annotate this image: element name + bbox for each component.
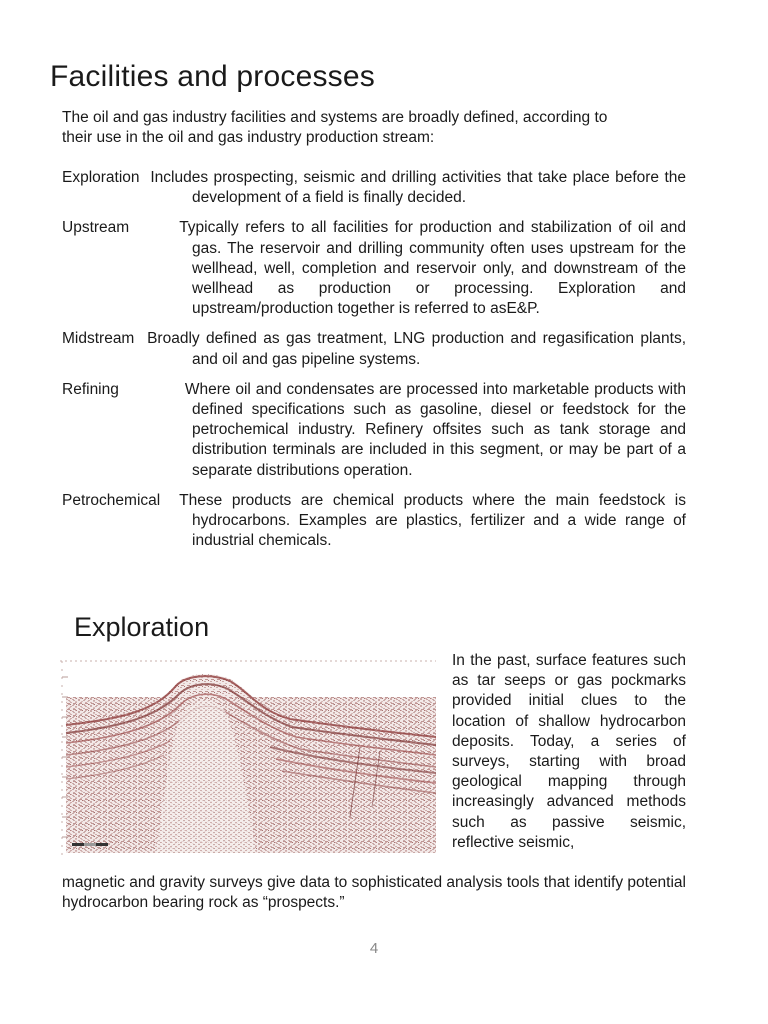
seismic-section-image	[60, 657, 436, 857]
definition-term: Refining	[62, 380, 119, 398]
page-title: Facilities and processes	[50, 60, 375, 93]
page-number: 4	[369, 940, 379, 957]
definition-midstream	[62, 329, 686, 369]
definition-text: Broadly defined as gas treatment, LNG production and regasification plants, and oil and gas pipeline systems.	[147, 330, 686, 368]
definition-exploration	[62, 168, 686, 208]
definition-term: Upstream	[62, 219, 130, 237]
exploration-paragraph-continued: magnetic and gravity surveys give data to sophisticated analysis tools that identify potential hydrocarbon bearing rock as “prospects.”	[62, 874, 686, 912]
definition-term: Petrochemical	[62, 491, 161, 509]
definition-petrochemical	[62, 491, 686, 552]
section-heading-exploration: Exploration	[74, 612, 210, 642]
definition-list	[62, 168, 686, 561]
exploration-paragraph-side: In the past, surface features such as tar seeps or gas pockmarks provided initial clues to the location of shallow hydrocarbon deposits. Today, a series of surveys, starting with broad geological mapping through increasingly advanced methods such as passive seismic, reflective seismic,	[452, 652, 686, 851]
definition-text: Typically refers to all facilities for production and stabilization of oil and gas. The reservoir and drilling community often uses upstream for the wellhead, well, completion and reservoir only, and downstream of the wellhead as production or processing. Exploration and upstream/production together is referred to asE&P.	[179, 219, 686, 318]
definition-term: Midstream	[62, 330, 135, 348]
definition-refining	[62, 380, 686, 481]
definition-text: Includes prospecting, seismic and drilling activities that take place before the development of a field is finally decided.	[150, 169, 686, 207]
intro-paragraph: The oil and gas industry facilities and systems are broadly defined, according to their use in the oil and gas industry production stream:	[62, 109, 608, 146]
definition-term: Exploration	[62, 169, 140, 186]
definition-text: Where oil and condensates are processed into marketable products with defined specifications such as gasoline, diesel or feedstock for the petrochemical industry. Refinery offsites such as tank storage and distribution terminals are included in this segment, or may be part of a separate distributions operation.	[184, 380, 686, 479]
definition-text: These products are chemical products where the main feedstock is hydrocarbons. Examples are plastics, fertilizer and a wide range of industrial chemicals.	[179, 491, 686, 550]
definition-upstream	[62, 218, 686, 319]
